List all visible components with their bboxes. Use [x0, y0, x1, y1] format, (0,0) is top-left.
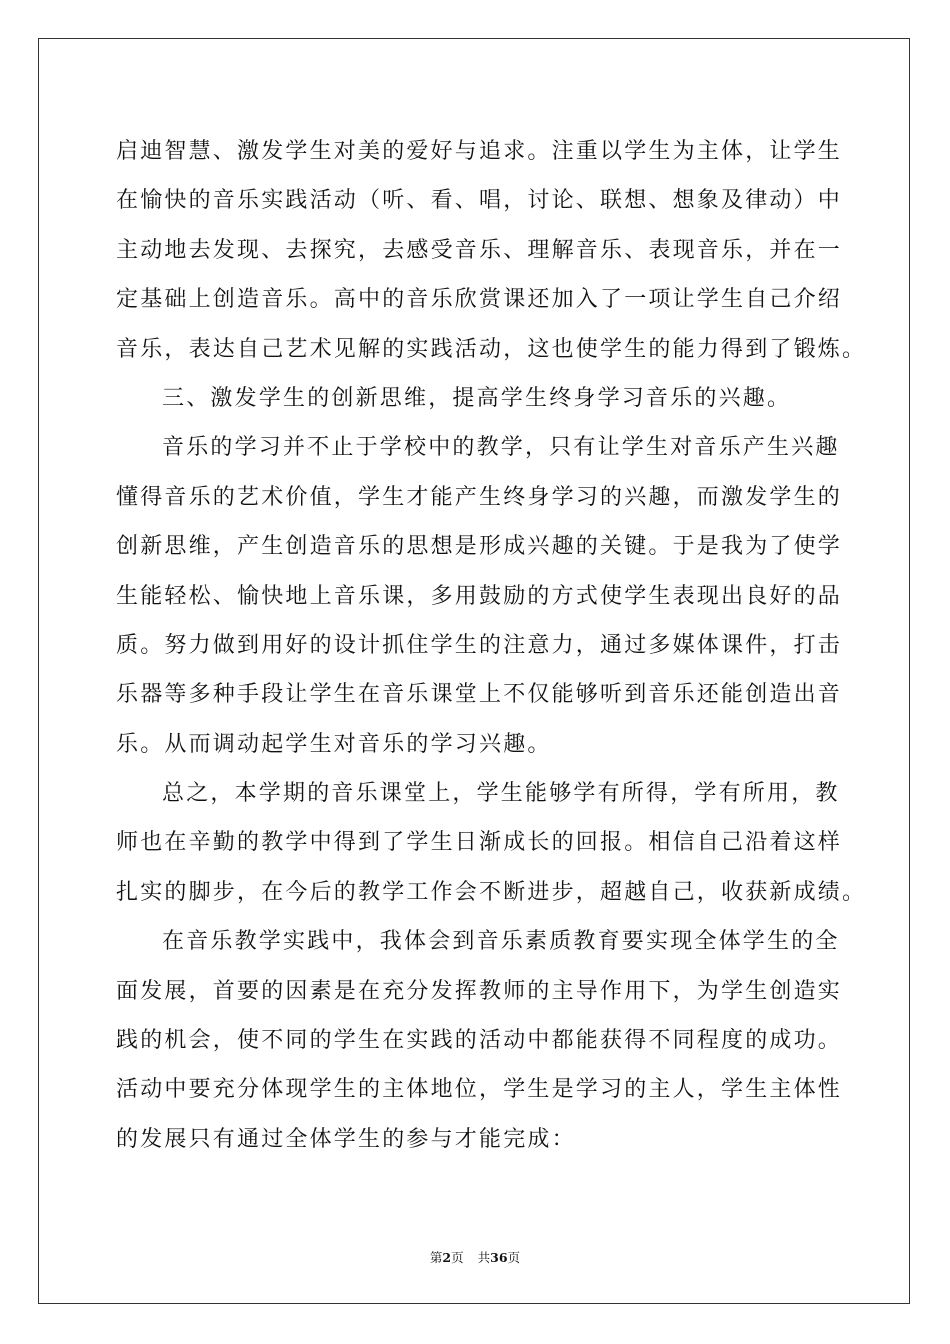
page-prefix: 第	[429, 1250, 443, 1265]
text-line: 师也在辛勤的教学中得到了学生日渐成长的回报。相信自己沿着这样	[116, 830, 843, 856]
section-heading: 三、激发学生的创新思维，提高学生终身学习音乐的兴趣。	[162, 385, 792, 411]
text-line: 总之，本学期的音乐课堂上，学生能够学有所得，学有所用，教	[162, 781, 840, 807]
text-line: 活动中要充分体现学生的主体地位，学生是学习的主人，学生主体性	[116, 1077, 843, 1103]
text-line: 在愉快的音乐实践活动（听、看、唱，讨论、联想、想象及律动）中	[116, 188, 843, 214]
text-line: 质。努力做到用好的设计抓住学生的注意力，通过多媒体课件，打击	[116, 632, 843, 658]
text-line: 启迪智慧、激发学生对美的爱好与追求。注重以学生为主体，让学生	[116, 139, 843, 164]
total-suffix: 页	[507, 1250, 521, 1265]
text-line: 乐器等多种手段让学生在音乐课堂上不仅能够听到音乐还能创造出音	[116, 682, 843, 708]
page-suffix: 页	[451, 1250, 464, 1265]
text-line: 定基础上创造音乐。高中的音乐欣赏课还加入了一项让学生自己介绍	[116, 287, 843, 313]
text-line: 面发展，首要的因素是在充分发挥教师的主导作用下，为学生创造实	[116, 978, 843, 1004]
text-line: 主动地去发现、去探究，去感受音乐、理解音乐、表现音乐，并在一	[116, 237, 843, 263]
text-line: 创新思维，产生创造音乐的思想是形成兴趣的关键。于是我为了使学	[116, 534, 843, 560]
text-line: 扎实的脚步，在今后的教学工作会不断进步，超越自己，收获新成绩。	[116, 879, 867, 905]
total-pages: 36	[490, 1250, 508, 1265]
text-line: 践的机会，使不同的学生在实践的活动中都能获得不同程度的成功。	[116, 1028, 843, 1054]
text-line: 在音乐教学实践中，我体会到音乐素质教育要实现全体学生的全	[162, 929, 840, 955]
text-line: 懂得音乐的艺术价值，学生才能产生终身学习的兴趣，而激发学生的	[116, 484, 843, 510]
text-line: 音乐的学习并不止于学校中的教学，只有让学生对音乐产生兴趣	[162, 435, 840, 461]
total-prefix: 共	[477, 1250, 491, 1265]
document-body	[116, 127, 867, 1164]
page-footer	[0, 1248, 950, 1266]
text-line: 的发展只有通过全体学生的参与才能完成：	[116, 1126, 576, 1152]
page-number: 2	[442, 1250, 452, 1265]
text-line: 乐。从而调动起学生对音乐的学习兴趣。	[116, 731, 552, 757]
text-line: 音乐，表达自己艺术见解的实践活动，这也使学生的能力得到了锻炼。	[116, 336, 867, 362]
text-line: 生能轻松、愉快地上音乐课，多用鼓励的方式使学生表现出良好的品	[116, 583, 843, 609]
